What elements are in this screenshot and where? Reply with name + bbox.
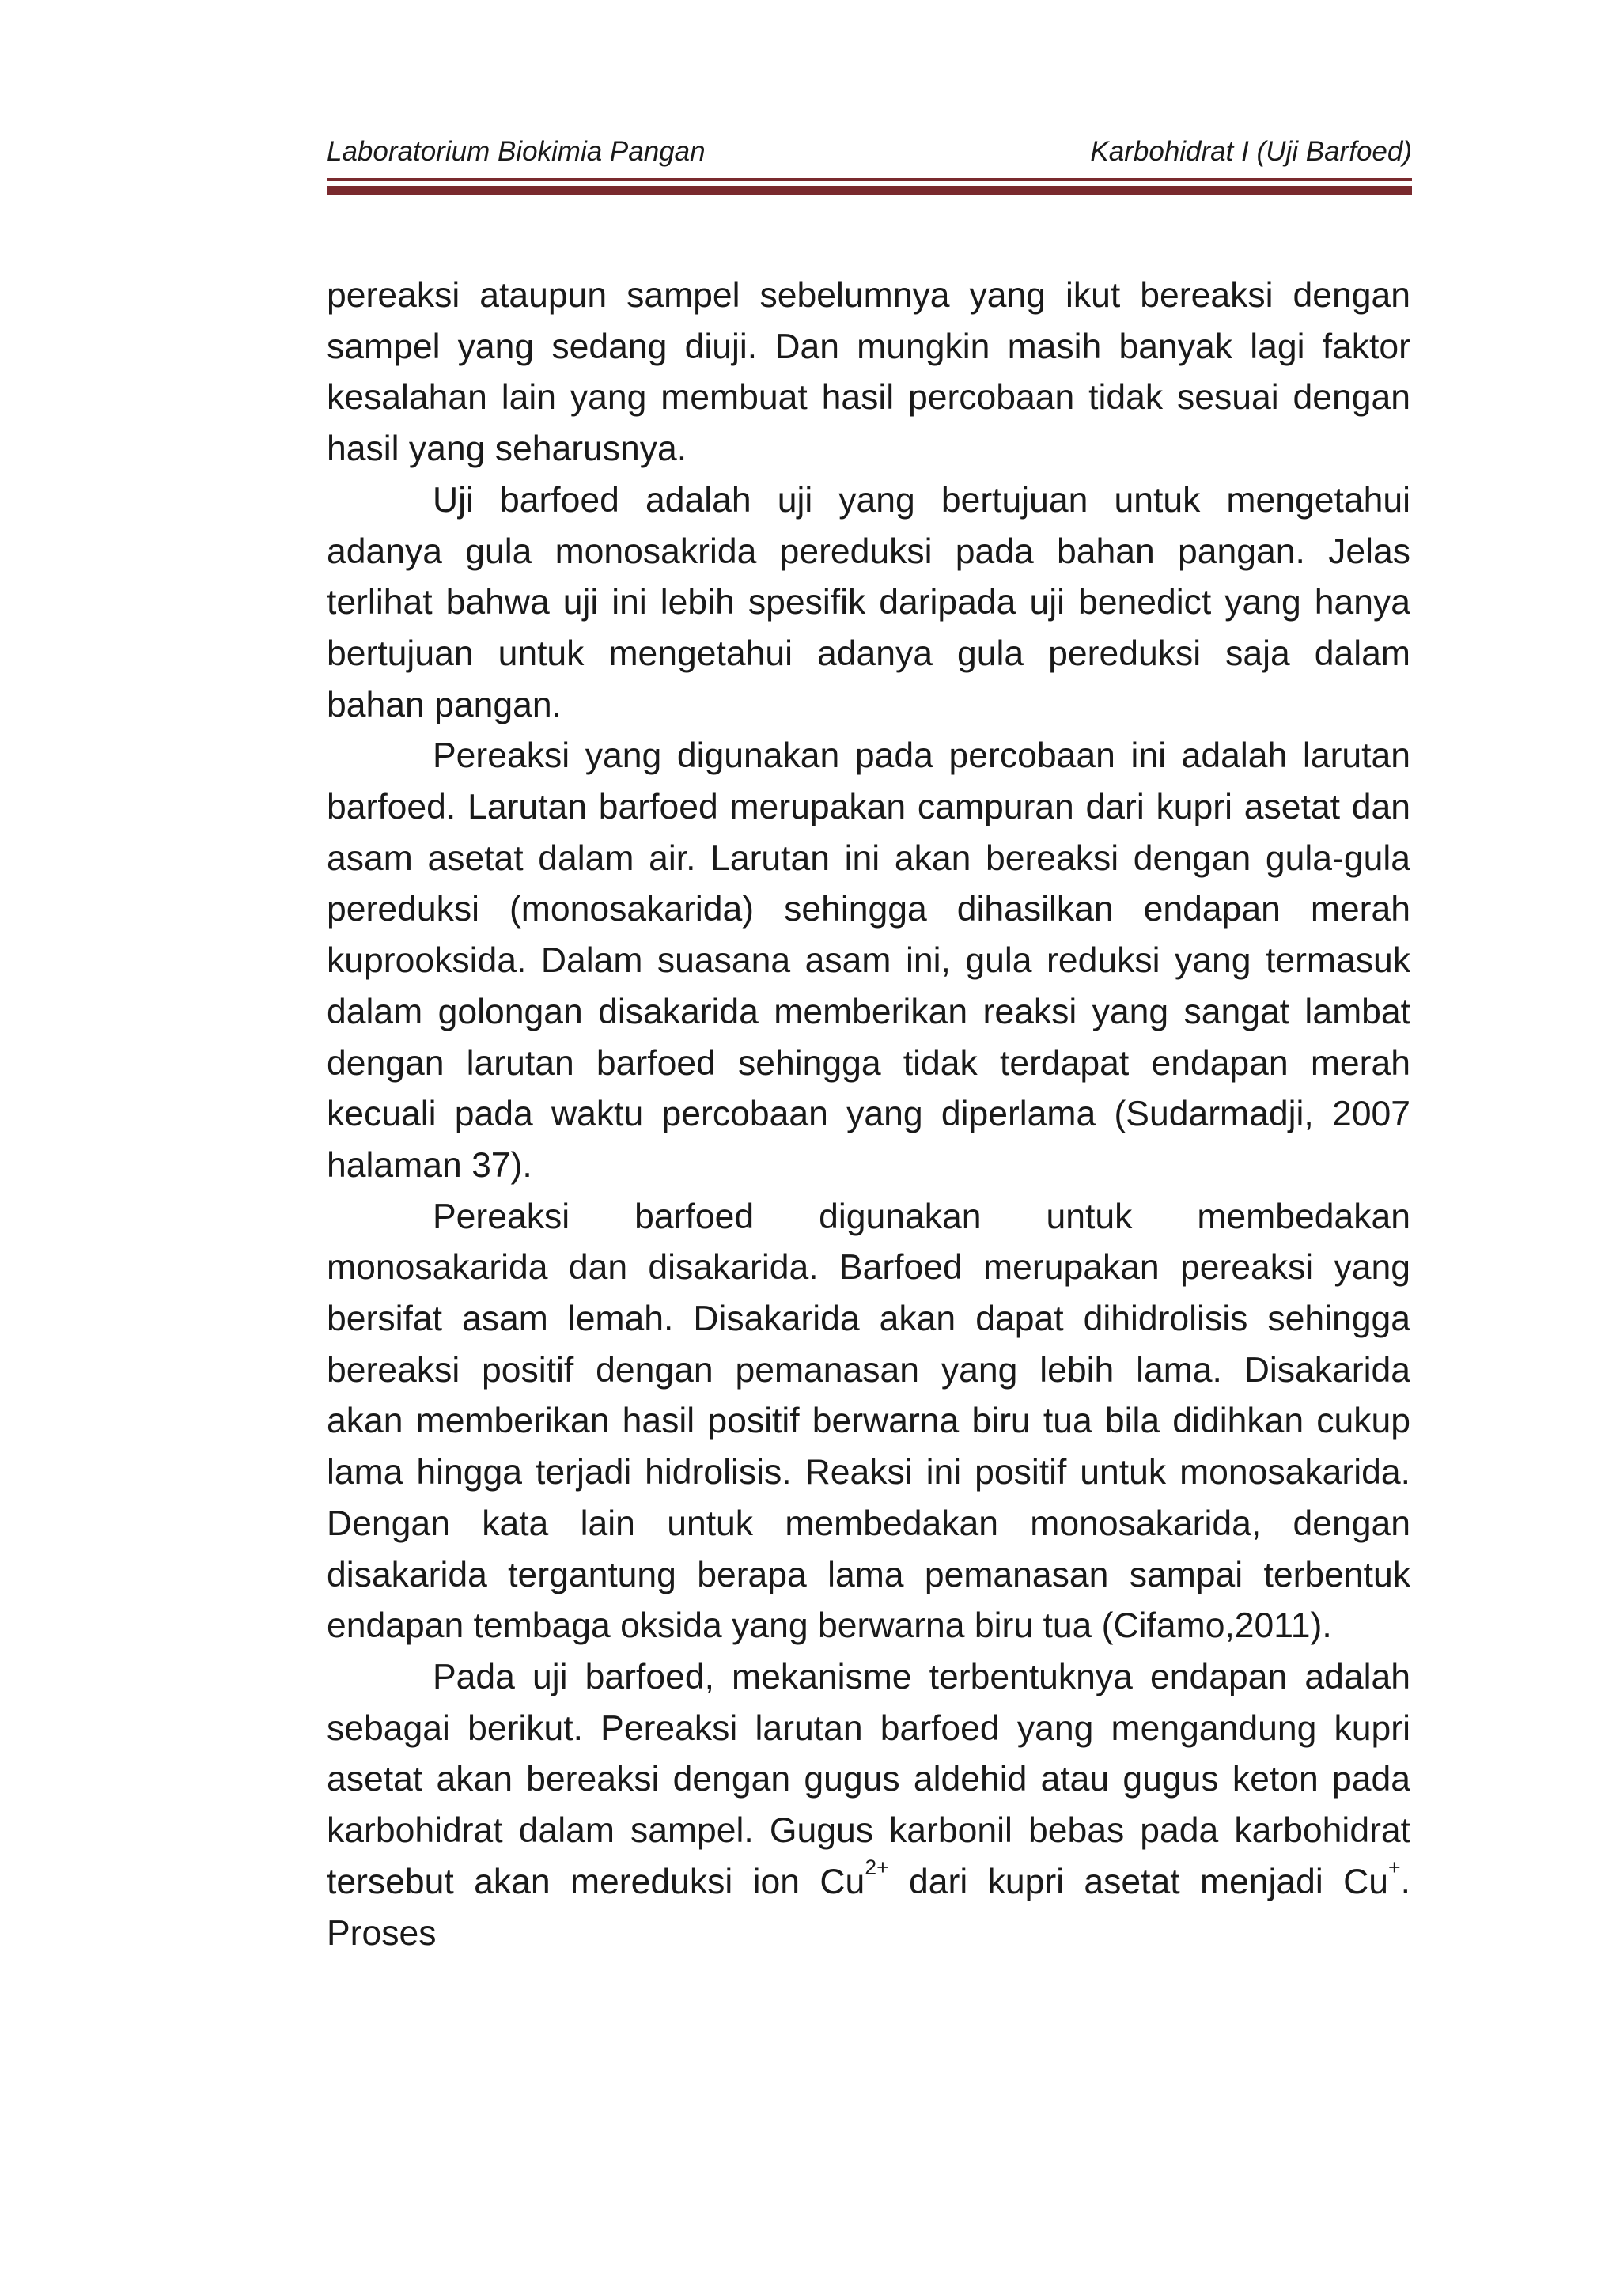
- header-right-title: Karbohidrat I (Uji Barfoed): [1090, 136, 1412, 167]
- body-text: [327, 270, 1410, 1959]
- paragraph-5-text-a: Pada uji barfoed, mekanisme terbentuknya endapan adalah sebagai berikut. Pereaksi larutan barfoed yang mengandung kupri asetat akan bereaksi dengan gugus aldehid atau gugus keton pada karbohidrat dalam sampel. Gugus karbonil bebas pada karbohidrat tersebut akan mereduksi ion Cu: [327, 1657, 1410, 1901]
- header-left-title: Laboratorium Biokimia Pangan: [327, 136, 706, 167]
- superscript-cu1: +: [1388, 1855, 1401, 1879]
- paragraph-4: Pereaksi barfoed digunakan untuk membedakan monosakarida dan disakarida. Barfoed merupakan pereaksi yang bersifat asam lemah. Disakarida akan dapat dihidrolisis sehingga bereaksi positif dengan pemanasan yang lebih lama. Disakarida akan memberikan hasil positif berwarna biru tua bila didihkan cukup lama hingga terjadi hidrolisis. Reaksi ini positif untuk monosakarida. Dengan kata lain untuk membedakan monosakarida, dengan disakarida tergantung berapa lama pemanasan sampai terbentuk endapan tembaga oksida yang berwarna biru tua (Cifamo,2011).: [327, 1197, 1410, 1646]
- paragraph-5-text-c: . Proses: [327, 1862, 1410, 1953]
- header-rule-thin: [327, 178, 1412, 181]
- paragraph-5-text-b: dari kupri asetat menjadi Cu: [888, 1862, 1389, 1901]
- running-header: [327, 136, 1412, 168]
- paragraph-2: Uji barfoed adalah uji yang bertujuan untuk mengetahui adanya gula monosakrida pereduksi pada bahan pangan. Jelas terlihat bahwa uji ini lebih spesifik daripada uji benedict yang hanya bertujuan untuk mengetahui adanya gula pereduksi saja dalam bahan pangan.: [327, 480, 1410, 724]
- paragraph-1: pereaksi ataupun sampel sebelumnya yang ikut bereaksi dengan sampel yang sedang diuji. Dan mungkin masih banyak lagi faktor kesalahan lain yang membuat hasil percobaan tidak sesuai dengan hasil yang seharusnya.: [327, 276, 1410, 469]
- header-rule-thick: [327, 186, 1412, 195]
- paragraph-3: Pereaksi yang digunakan pada percobaan ini adalah larutan barfoed. Larutan barfoed merupakan campuran dari kupri asetat dan asam asetat dalam air. Larutan ini akan bereaksi dengan gula-gula pereduksi (monosakarida) sehingga dihasilkan endapan merah kuprooksida. Dalam suasana asam ini, gula reduksi yang termasuk dalam golongan disakarida memberikan reaksi yang sangat lambat dengan larutan barfoed sehingga tidak terdapat endapan merah kecuali pada waktu percobaan yang diperlama (Sudarmadji, 2007 halaman 37).: [327, 736, 1410, 1185]
- paragraph-5: [327, 1652, 1410, 1959]
- superscript-cu2: 2+: [865, 1855, 889, 1879]
